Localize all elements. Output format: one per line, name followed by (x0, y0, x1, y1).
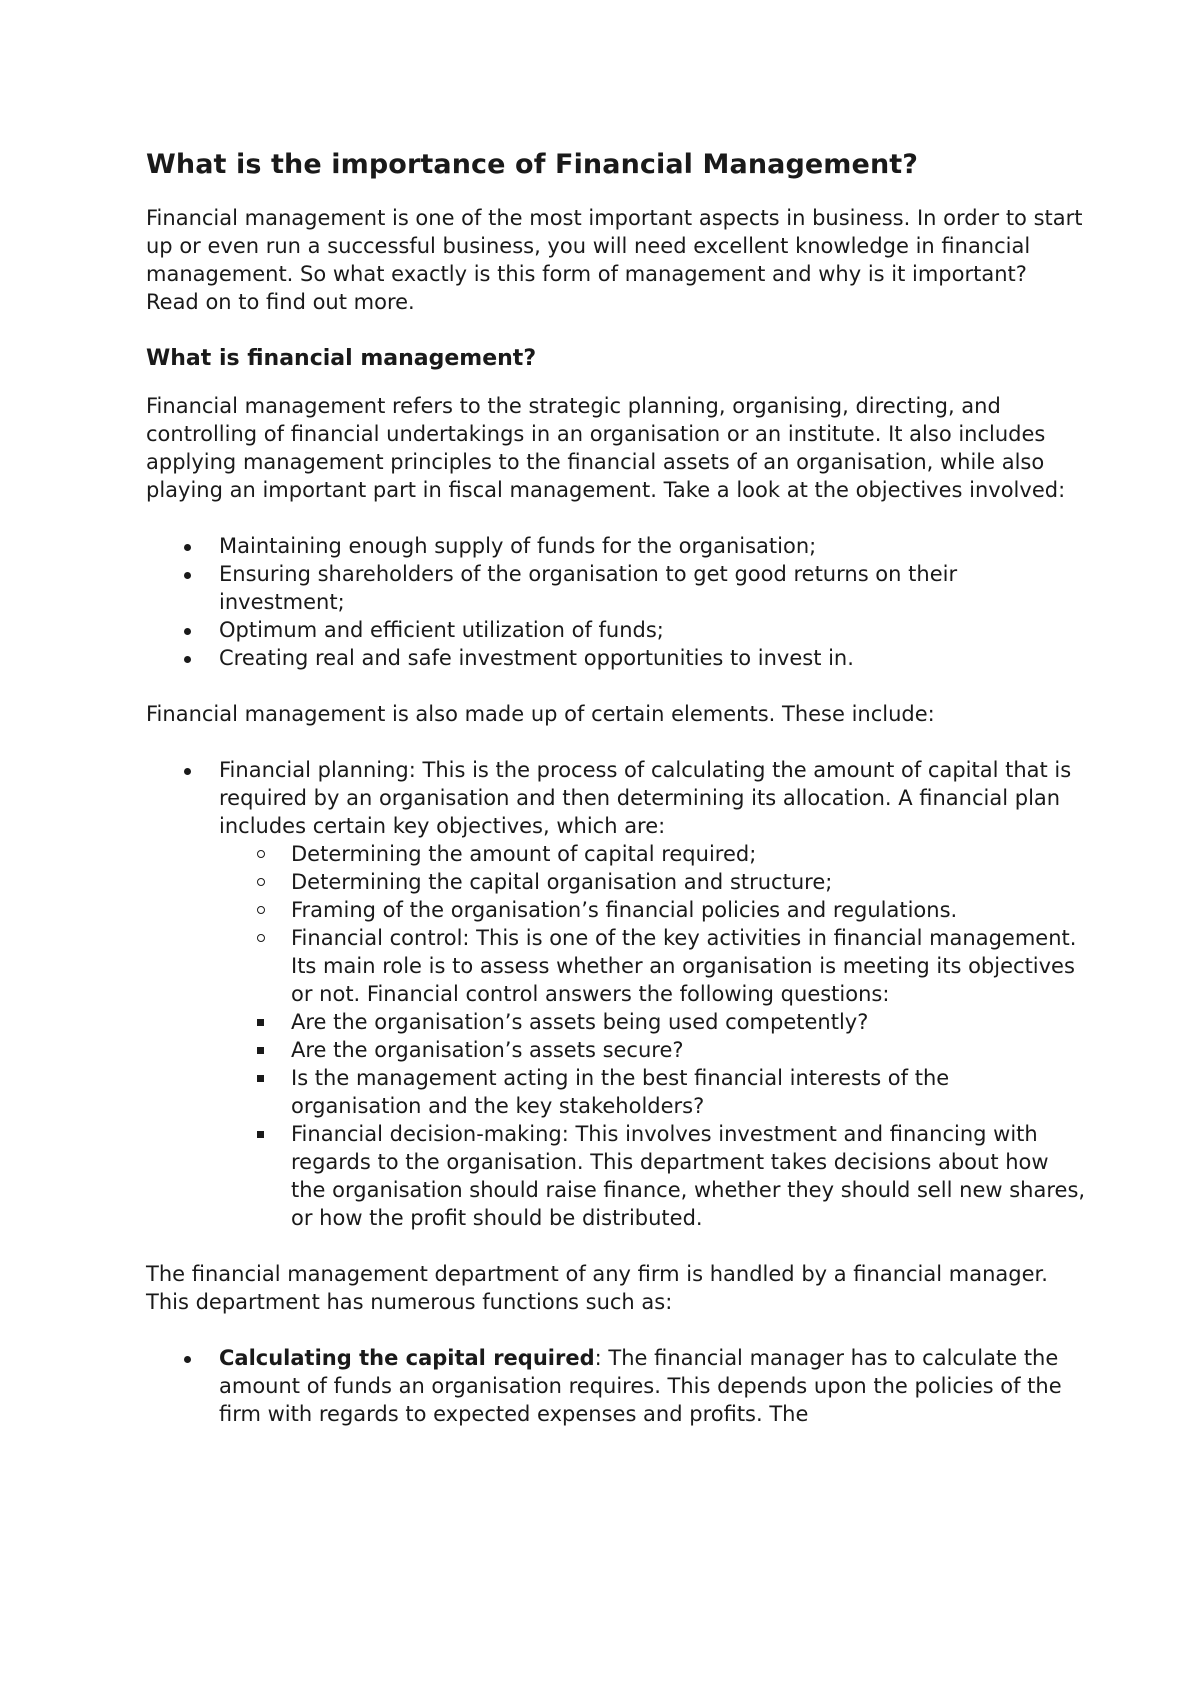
list-item: Are the organisation’s assets secure? (219, 1036, 1086, 1064)
bullet-icon (184, 544, 191, 551)
square-bullet-icon (257, 1019, 264, 1026)
bullet-icon (184, 656, 191, 663)
elements-list (146, 756, 1086, 1232)
function-label: Calculating the capital required (219, 1346, 595, 1370)
list-item: Creating real and safe investment opportunities to invest in. (146, 644, 1086, 672)
list-item (146, 1344, 1086, 1428)
square-bullet-icon (257, 1075, 264, 1082)
document-page (146, 148, 1086, 1456)
square-bullet-icon (257, 1131, 264, 1138)
circle-bullet-icon (257, 878, 265, 886)
list-item: Maintaining enough supply of funds for the organisation; (146, 532, 1086, 560)
circle-bullet-icon (257, 934, 265, 942)
bullet-icon (184, 768, 191, 775)
list-item: Optimum and efficient utilization of funds; (146, 616, 1086, 644)
functions-list (146, 1344, 1086, 1428)
elements-intro-paragraph: Financial management is also made up of certain elements. These include: (146, 702, 935, 726)
bullet-icon (184, 1356, 191, 1363)
list-item: Financial control: This is one of the key activities in financial management. Its main role is to assess whether an organisation is meeting its objectives or not. Financial control answers the following questions: Are the organisation’s assets being used competently? Are the organisation’s assets secure? Is the management acting in the best financial interests of the organisation and the key stakeholders? Financial decision-making: This involves investment and financing with regards to the organisation. This department takes decisions about how the organisation should raise finance, whether they should sell new shares, or how the profit should be distributed. (219, 924, 1086, 1232)
list-item: Determining the amount of capital required; (219, 840, 1086, 868)
circle-bullet-icon (257, 906, 265, 914)
section-heading: What is financial management? (146, 346, 537, 371)
list-item: Financial decision-making: This involves investment and financing with regards to the organisation. This department takes decisions about how the organisation should raise finance, whether they should sell new shares, or how the profit should be distributed. (219, 1120, 1086, 1232)
intro-paragraph: Financial management is one of the most important aspects in business. In order to start up or even run a successful business, you will need excellent knowledge in financial management. So what exactly is this form of management and why is it important? Read on to find out more. (146, 206, 1083, 314)
list-item: Ensuring shareholders of the organisation to get good returns on their investment; (146, 560, 1086, 616)
list-item: Financial planning: This is the process of calculating the amount of capital that is required by an organisation and then determining its allocation. A financial plan includes certain key objectives, which are: Determining the amount of capital required; Determining the capital organisation and structure; Framing of the organisation’s financial policies and regulations. Financial control: This is one of the key activities in financial management. Its main role is to assess whether an organisation is meeting its objectives or not. Financial control answers the following questions: Are the organisation’s assets being used competently? Are the organisation’s assets secure? Is the management acting in the best financial interests of the organisation and the key stakeholders? Financial decision-making: This involves investment and financing with regards to the organisation. This department takes decisions about how the organisation should raise finance, whether they should sell new shares, or how the profit should be distributed. (146, 756, 1086, 1232)
objectives-list (146, 532, 1086, 672)
list-item: Is the management acting in the best financial interests of the organisation and the key stakeholders? (219, 1064, 1086, 1120)
planning-objectives-list (219, 840, 1086, 1232)
bullet-icon (184, 628, 191, 635)
square-bullet-icon (257, 1047, 264, 1054)
list-item: Determining the capital organisation and structure; (219, 868, 1086, 896)
list-item: Framing of the organisation’s financial policies and regulations. (219, 896, 1086, 924)
department-paragraph: The financial management department of any firm is handled by a financial manager. This department has numerous functions such as: (146, 1262, 1048, 1314)
definition-paragraph: Financial management refers to the strategic planning, organising, directing, and controlling of financial undertakings in an organisation or an institute. It also includes applying management principles to the financial assets of an organisation, while also playing an important part in fiscal management. Take a look at the objectives involved: (146, 394, 1066, 502)
page-title: What is the importance of Financial Management? (146, 149, 919, 180)
control-questions-list (219, 1008, 1086, 1232)
circle-bullet-icon (257, 850, 265, 858)
function-text: : The financial manager has to calculate the amount of funds an organisation requires. This depends upon the policies of the firm with regards to expected expenses and profits. The (219, 1346, 1062, 1426)
list-item: Are the organisation’s assets being used competently? (219, 1008, 1086, 1036)
bullet-icon (184, 572, 191, 579)
